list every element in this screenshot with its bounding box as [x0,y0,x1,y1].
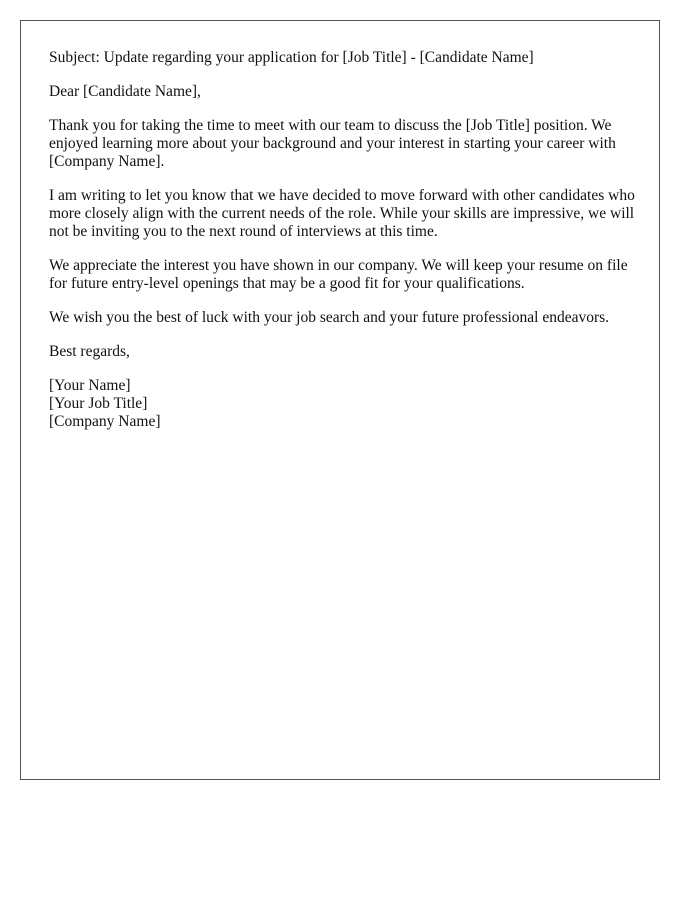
letter-frame [20,20,660,780]
signature-name: [Your Name] [49,377,131,394]
letter-body [49,49,641,431]
letter-subject: Subject: Update regarding your application for [Job Title] - [Candidate Name] [49,49,534,66]
letter-paragraph: Thank you for taking the time to meet with our team to discuss the [Job Title] position. We enjoyed learning more about your background and your interest in starting your career with [Company Name]. [49,117,616,170]
letter-paragraph: I am writing to let you know that we have decided to move forward with other candidates who more closely align with the current needs of the role. While your skills are impressive, we will not be inviting you to the next round of interviews at this time. [49,187,635,240]
signature-block [49,377,641,431]
signature-company: [Company Name] [49,413,161,430]
letter-paragraph: We appreciate the interest you have shown in our company. We will keep your resume on file for future entry-level openings that may be a good fit for your qualifications. [49,257,628,292]
letter-greeting: Dear [Candidate Name], [49,83,201,100]
signature-title: [Your Job Title] [49,395,148,412]
letter-closing: Best regards, [49,343,130,360]
letter-paragraph: We wish you the best of luck with your job search and your future professional endeavors. [49,309,610,326]
